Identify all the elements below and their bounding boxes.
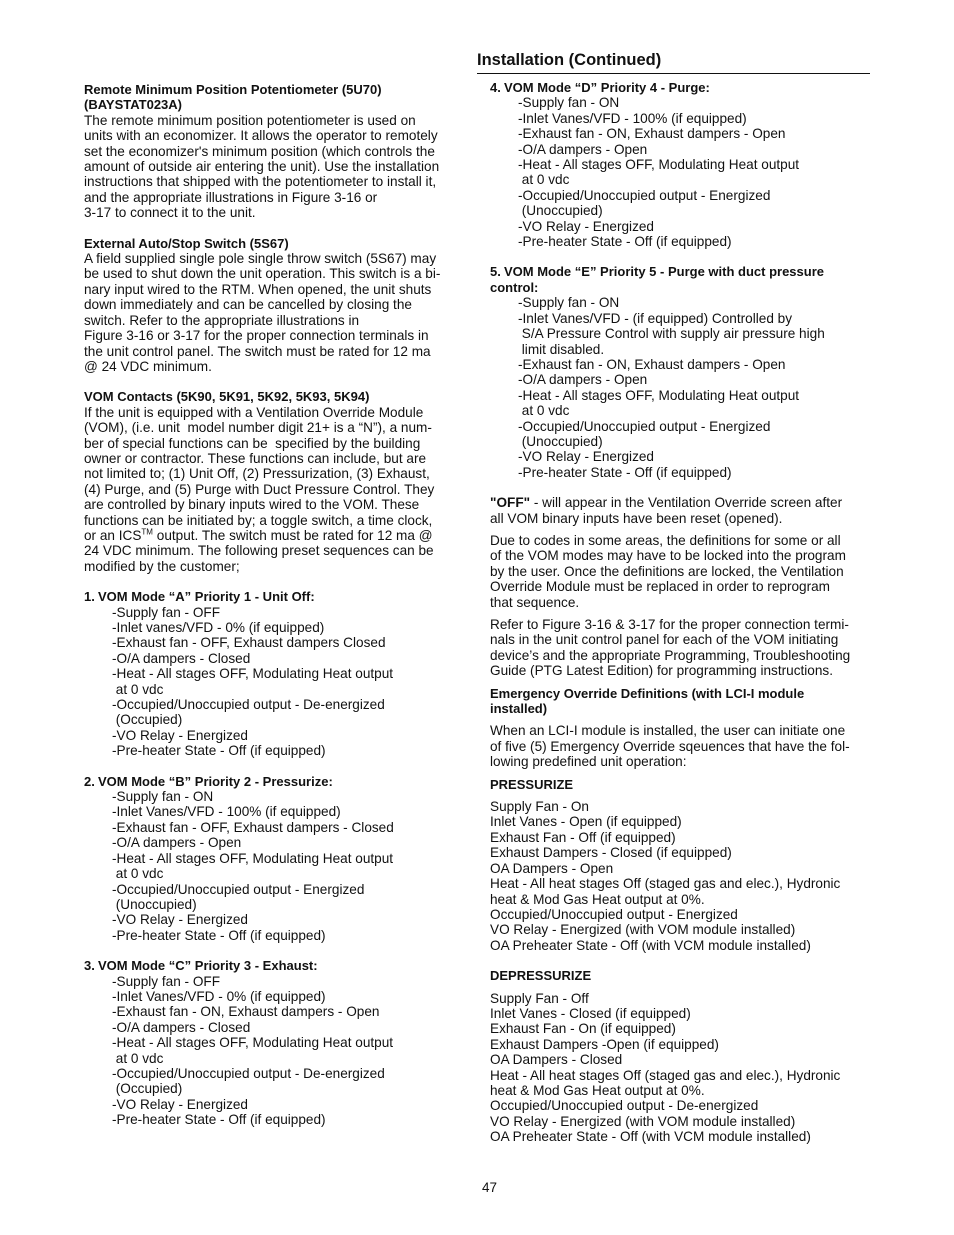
text-line: owner or contractor. These functions can include, but are [84,450,427,466]
text-line: not limited to; (1) Unit Off, (2) Pressurization, (3) Exhaust, [84,466,430,482]
text-line: Occupied/Unoccupied output - De-energized [490,1098,759,1114]
text-line: (Unoccupied) [518,203,603,219]
text-line: (Occupied) [112,1081,183,1097]
text-line: A field supplied single pole single throw switch (5S67) may [84,251,437,267]
text-line: at 0 vdc [112,681,164,697]
text-line: -Pre-heater State - Off (if equipped) [518,464,732,480]
text-line: Figure 3-16 or 3-17 for the proper connection terminals in [84,328,429,344]
text-line: -Exhaust fan - OFF, Exhaust dampers - Closed [112,819,394,835]
page-number: 47 [482,1180,498,1195]
text-line: -Occupied/Unoccupied output - De-energized [112,1065,385,1081]
text-line: VO Relay - Energized (with VOM module installed) [490,922,796,938]
text-line: Supply Fan - Off [490,990,589,1006]
text-line: heat & Mod Gas Heat output at 0%. [490,1082,705,1098]
text-line: -Heat - All stages OFF, Modulating Heat output [112,1035,394,1051]
text-line: -Exhaust fan - ON, Exhaust dampers - Open [518,126,786,142]
mode-e [490,264,870,480]
text-line: at 0 vdc [112,1050,164,1066]
text-line: @ 24 VDC minimum. [84,358,212,374]
text-line: -Inlet vanes/VFD - 0% (if equipped) [112,620,325,635]
text-line: at 0 vdc [518,403,570,419]
text-line: modified by the customer; [84,558,240,574]
text-line: -O/A dampers - Open [518,141,648,157]
mode-b-list [84,789,462,943]
text-line: -O/A dampers - Closed [112,650,251,666]
trademark-superscript: TM [141,527,153,537]
mode-e-heading: 5. VOM Mode “E” Priority 5 - Purge with duct pressure [490,264,824,280]
text-line: -Heat - All stages OFF, Modulating Heat output [518,157,800,173]
text-line: nary input wired to the RTM. When opened, the unit shuts [84,281,432,297]
text-line: Heat - All heat stages Off (staged gas and elec.), Hydronic [490,1067,841,1083]
section-auto-stop [84,236,462,375]
text-line: of five (5) Emergency Override sqeuences that have the fol- [490,738,850,754]
depressurize-section [490,968,870,1144]
text-line: -Pre-heater State - Off (if equipped) [112,743,326,759]
text-line: -Occupied/Unoccupied output - De-energized [112,697,385,713]
text-line: Inlet Vanes - Open (if equipped) [490,814,682,830]
text-line: nals in the unit control panel for each of the VOM initiating [490,632,839,648]
text-line: down immediately and can be cancelled by closing the [84,297,412,313]
text-line: Exhaust Dampers -Open (if equipped) [490,1036,719,1052]
text-line: be used to shut down the unit operation. This switch is a bi- [84,266,441,282]
text-line: Refer to Figure 3-16 & 3-17 for the proper connection termi- [490,617,849,632]
text-line: -Inlet Vanes/VFD - 100% (if equipped) [518,110,747,126]
off-keyword: "OFF" [490,495,531,511]
text-line: -Pre-heater State - Off (if equipped) [112,927,326,943]
text-line: units with an economizer. It allows the operator to remotely [84,128,438,144]
auto-stop-body [84,251,462,374]
text-line: OA Preheater State - Off (with VCM module installed) [490,1129,811,1145]
text-line: functions can be initiated by; a toggle switch, a time clock, [84,512,433,528]
mode-b [84,774,462,943]
text-line: set the economizer's minimum position (which controls the [84,143,435,159]
text-line: Exhaust Dampers - Closed (if equipped) [490,845,732,861]
mode-d [490,80,870,249]
text-line: Exhaust Fan - Off (if equipped) [490,829,676,845]
text-line: -Occupied/Unoccupied output - Energized [112,881,365,897]
text-line: that sequence. [490,594,580,610]
text-line: The remote minimum position potentiometer is used on [84,112,416,128]
pressurize-list [490,799,870,953]
text-line: -Heat - All stages OFF, Modulating Heat output [518,387,800,403]
text-line: and the appropriate illustrations in Figure 3-16 or [84,189,378,205]
text-line: (Unoccupied) [518,433,603,449]
text-line: -Inlet Vanes/VFD - (if equipped) Controlled by [518,310,793,326]
text-line: -O/A dampers - Open [518,372,648,388]
text-line: switch. Refer to the appropriate illustrations in [84,312,360,328]
text-line: at 0 vdc [518,172,570,188]
emergency-heading: Emergency Override Definitions (with LCI-I module [490,685,805,701]
text-line: Inlet Vanes - Closed (if equipped) [490,1005,691,1021]
mode-b-heading: 2. VOM Mode “B” Priority 2 - Pressurize: [84,773,333,789]
text-line: When an LCI-I module is installed, the user can initiate one [490,723,846,739]
mode-c-list [84,974,462,1128]
text-line: Exhaust Fan - On (if equipped) [490,1021,676,1037]
text-line: (4) Purge, and (5) Purge with Duct Pressure Control. They [84,481,435,497]
pressurize-section [490,777,870,953]
text-line: VO Relay - Energized (with VOM module installed) [490,1113,796,1129]
remote-pot-heading-2: (BAYSTAT023A) [84,97,183,113]
text-line: If the unit is equipped with a Ventilation Override Module [84,404,424,420]
refer-paragraph [490,617,870,679]
vom-contacts-ics-line: or an ICS™ output. The switch must be rated for 12 ma @ [84,527,433,543]
emergency-section [490,686,870,770]
text-line: -Occupied/Unoccupied output - Energized [518,187,771,203]
text-line: at 0 vdc [112,866,164,882]
text-line: (VOM), (i.e. unit model number digit 21+ is a “N”), a num- [84,420,432,436]
text-line: the unit control panel. The switch must be rated for 12 ma [84,343,431,359]
text-line: (Unoccupied) [112,896,197,912]
vom-contacts-heading: VOM Contacts (5K90, 5K91, 5K92, 5K93, 5K94) [84,389,370,405]
mode-a-heading: 1. VOM Mode “A” Priority 1 - Unit Off: [84,589,315,605]
text-line: -Supply fan - ON [112,789,214,805]
section-vom-contacts [84,389,462,574]
text-line: of the VOM modes may have to be locked into the program [490,548,846,564]
depressurize-heading: DEPRESSURIZE [490,968,592,984]
text-line: amount of outside air entering the unit). Use the installation [84,159,440,175]
text-line: -Supply fan - OFF [112,604,221,620]
text-line: -Exhaust fan - ON, Exhaust dampers - Open [112,1004,380,1020]
text-line: limit disabled. [518,341,605,357]
header-rule [477,73,870,74]
text-line: -Exhaust fan - ON, Exhaust dampers - Open [518,356,786,372]
text-line: ber of special functions can be specified by the building [84,435,421,451]
remote-pot-heading: Remote Minimum Position Potentiometer (5U70) [84,82,382,97]
right-column [490,80,870,1145]
vom-contacts-body-end [84,543,462,574]
text-line: Supply Fan - On [490,799,589,815]
text-line: -Pre-heater State - Off (if equipped) [518,234,732,250]
emergency-body [490,723,870,769]
text-line: heat & Mod Gas Heat output at 0%. [490,891,705,907]
mode-a-list [84,605,462,759]
text-line: OA Dampers - Open [490,860,614,876]
text-line: -VO Relay - Energized [518,449,654,465]
mode-c-heading: 3. VOM Mode “C” Priority 3 - Exhaust: [84,958,318,974]
mode-d-list [490,95,870,249]
text-line: -VO Relay - Energized [112,727,248,743]
text-line: Heat - All heat stages Off (staged gas and elec.), Hydronic [490,876,841,892]
mode-e-heading-2: control: [490,279,539,295]
text-line: device’s and the appropriate Programming, Troubleshooting [490,647,851,663]
text-line: -Pre-heater State - Off (if equipped) [112,1112,326,1128]
text-line: Due to codes in some areas, the definitions for some or all [490,532,841,548]
text-line: -Supply fan - OFF [112,973,221,989]
text-line: -Heat - All stages OFF, Modulating Heat output [112,666,394,682]
text-line: Override Module must be replaced in order to reprogram [490,579,831,595]
remote-pot-body [84,113,462,221]
mode-c [84,958,462,1127]
text-line: S/A Pressure Control with supply air pressure high [518,326,825,342]
text-line: -Inlet Vanes/VFD - 100% (if equipped) [112,804,341,820]
text-line: (Occupied) [112,712,183,728]
text-line: -Exhaust fan - OFF, Exhaust dampers Closed [112,635,386,651]
vom-contacts-body [84,405,462,528]
mode-e-list [490,295,870,480]
text-line: 24 VDC minimum. The following preset sequences can be [84,543,434,559]
text-line: -O/A dampers - Open [112,835,242,851]
text-line: -Occupied/Unoccupied output - Energized [518,418,771,434]
text-line: Guide (PTG Latest Edition) for programming instructions. [490,663,834,679]
codes-paragraph [490,533,870,610]
depressurize-list [490,991,870,1145]
text-line: lowing predefined unit operation: [490,754,687,770]
text-line: -VO Relay - Energized [112,1096,248,1112]
left-column [84,82,462,1128]
off-note: "OFF" - will appear in the Ventilation Override screen after all VOM binary inputs have been reset (opened). [490,495,843,526]
text-line: are controlled by binary inputs wired to the VOM. These [84,497,420,513]
text-line: 3-17 to connect it to the unit. [84,205,256,221]
text-line: -Supply fan - ON [518,95,620,111]
text-line: instructions that shipped with the potentiometer to install it, [84,174,437,190]
text-line: -Inlet Vanes/VFD - 0% (if equipped) [112,988,326,1004]
text-line: -Supply fan - ON [518,295,620,311]
text-line: -Heat - All stages OFF, Modulating Heat output [112,850,394,866]
text-line: -VO Relay - Energized [518,218,654,234]
section-remote-pot [84,82,462,221]
text-line: by the user. Once the definitions are locked, the Ventilation [490,563,844,579]
text-line: -O/A dampers - Closed [112,1019,251,1035]
text-line: OA Preheater State - Off (with VCM module installed) [490,937,811,953]
mode-d-heading: 4. VOM Mode “D” Priority 4 - Purge: [490,80,710,95]
text-line: Occupied/Unoccupied output - Energized [490,906,738,922]
header-title: Installation (Continued) [477,51,662,69]
auto-stop-heading: External Auto/Stop Switch (5S67) [84,235,289,251]
emergency-heading-2: installed) [490,701,548,717]
pressurize-heading: PRESSURIZE [490,776,574,792]
text-line: OA Dampers - Closed [490,1052,623,1068]
text-line: -VO Relay - Energized [112,912,248,928]
mode-a [84,589,462,758]
